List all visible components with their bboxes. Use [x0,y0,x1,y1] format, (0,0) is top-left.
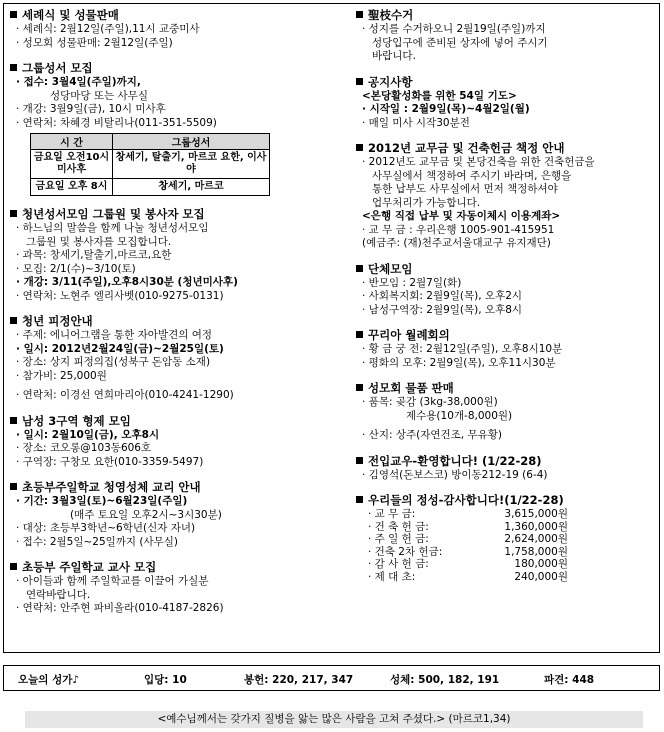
section-title: 2012년 교무금 및 건축헌금 책정 안내 [356,141,654,156]
offering-amount: 2,624,000원 [504,533,568,545]
schedule-header-time: 시 간 [31,134,113,150]
palm-collection-section [356,8,654,64]
square-bullet-icon [356,457,363,464]
section-title: 꾸리아 월례회의 [356,328,654,343]
section-title: 초등부주일학교 청영성체 교리 안내 [10,480,330,495]
section-line: · 연락처: 노현주 엘리사벳(010-9275-0131) [16,289,224,302]
section-line: · 황 금 궁 전: 2월12일(주일), 오후8시10분 [362,343,563,355]
group-bible-section [10,61,330,196]
section-line: · 성지를 수거하오니 2월19일(주일)까지 [362,23,546,35]
square-bullet-icon [356,144,363,151]
section-line: 통한 납부도 사무실에서 먼저 책정하셔야 [372,183,558,195]
section-line: · 성모회 성물판매: 2월12일(주일) [16,36,173,49]
schedule-subject-cell: 창세기, 탈출기, 마르코 요한, 이사야 [113,150,270,179]
offering-label: · 건 축 헌 금: [368,520,429,533]
section-line: · 2012년도 교무금 및 본당건축을 위한 건축헌금을 [362,156,595,168]
teacher-recruit-section [10,560,330,616]
section-line: · 산지: 상주(자연건조, 무유황) [362,429,502,441]
offertory-hymn: 봉헌: 220, 217, 347 [244,674,354,686]
section-line: · 하느님의 말씀을 함께 나눌 청년성서모임 [16,222,209,234]
section-title: 청년성서모임 그룹원 및 봉사자 모집 [10,207,330,222]
section-line: · 기간: 3월3일(토)~6월23일(주일) [16,495,188,507]
left-column [10,8,330,627]
mens-meeting-section [10,414,330,470]
section-line: 업무처리가 가능합니다. [372,196,481,209]
section-line: · 모집: 2/1(수)~3/10(토) [16,262,136,275]
offering-amount: 240,000원 [514,570,568,583]
first-communion-section [10,480,330,549]
section-title: 세례식 및 성물판매 [10,8,330,23]
scripture-quote: <예수님께서는 갖가지 질병을 앓는 많은 사람을 고쳐 주셨다.> (마르코1,34) [25,711,643,728]
offering-pledge-section [356,141,654,251]
section-line: · 교 무 금 : 우리은행 1005-901-415951 [362,223,555,236]
section-line: · 참가비: 25,000원 [16,369,107,382]
square-bullet-icon [10,563,17,570]
section-line: · 매일 미사 시작30분전 [362,116,470,129]
section-line: 연락바랍니다. [26,588,91,601]
table-row [368,508,568,521]
square-bullet-icon [10,11,17,18]
table-row [368,546,568,559]
section-title: 聖枝수거 [356,8,654,23]
hymn-label: 오늘의 성가♪ [18,674,80,686]
dismissal-hymn: 파견: 448 [544,674,595,686]
schedule-subject-cell: 창세기, 마르코 [113,179,270,196]
section-line: · 평화의 모후: 2월9일(목), 오후11시30분 [362,356,556,369]
schedule-time-cell: 금요일 오전10시 미사후 [31,150,113,179]
schedule-time-cell: 금요일 오후 8시 [31,179,113,196]
section-line: · 장소: 상지 피정의집(성북구 돈암동 소재) [16,356,211,368]
section-line: · 품목: 곶감 (3kg-38,000원) [362,396,498,408]
offering-amount: 1,360,000원 [504,520,568,533]
section-title: 청년 피정안내 [10,314,330,329]
section-line: · 사회복지회: 2월9일(목), 오후2시 [362,290,523,302]
section-title: 공지사항 [356,75,654,90]
section-title: 전입교우-환영합니다! (1/22-28) [356,454,654,469]
section-line: 제수용(10개-8,000원) [406,409,513,422]
section-line: · 장소: 코오롱@103동606호 [16,442,152,454]
section-line: <본당활성화를 위한 54일 기도> [362,89,517,102]
thanks-section [356,493,654,583]
section-line: · 일시: 2월10일(금), 오후8시 [16,428,160,441]
section-line: 그룹원 및 봉사자를 모집합니다. [26,235,172,248]
section-line: · 반모임 : 2월7일(화) [362,276,462,289]
section-title: 단체모임 [356,262,654,277]
section-line: 바랍니다. [372,50,416,62]
section-line: · 개강: 3/11(주일),오후8시30분 (청년미사후) [16,276,238,288]
offering-label: · 제 대 초: [368,570,416,583]
section-line: · 아이들과 함께 주일학교를 이끌어 가실분 [16,575,209,587]
section-title: 성모회 물품 판매 [356,381,654,396]
offering-label: · 주 일 헌 금: [368,533,429,545]
square-bullet-icon [356,384,363,391]
right-column [356,8,654,594]
section-line: · 대상: 초등부3학년~6학년(신자 자녀) [16,522,196,534]
square-bullet-icon [10,210,17,217]
section-title: 남성 3구역 형제 모임 [10,414,330,429]
section-line: · 연락처: 차혜경 비탈리나(011-351-5509) [16,116,217,129]
section-line: · 주제: 에니어그램을 통한 자아발견의 여정 [16,329,212,341]
sale-section [356,381,654,443]
section-line: · 세례식: 2월12일(주일),11시 교중미사 [16,23,200,35]
section-line: · 접수: 3월4일(주일)까지, [16,76,141,88]
square-bullet-icon [356,265,363,272]
table-row [31,150,270,179]
section-line: (매주 토요일 오후2시~3시30분) [70,508,222,521]
welcome-section [356,454,654,483]
youth-bible-section [10,207,330,303]
youth-retreat-section [10,314,330,403]
entrance-hymn: 입당: 10 [144,674,187,686]
section-line: · 연락처: 이경선 연희마리아(010-4241-1290) [16,389,234,401]
section-line: · 개강: 3월9일(금), 10시 미사후 [16,103,166,115]
table-row [368,558,568,571]
section-line: · 구역장: 구창모 요한(010-3359-5497) [16,455,204,468]
offering-amount: 1,758,000원 [504,545,568,558]
section-line: 성당입구에 준비된 상자에 넣어 주시기 [372,36,548,49]
section-line: · 일시: 2012년2월24일(금)~2월25일(토) [16,342,224,355]
section-line: 사무실에서 책정하여 주시기 바라며, 은행을 [372,169,572,182]
curia-section [356,328,654,370]
hymn-footer [3,665,660,691]
table-row [31,179,270,196]
schedule-table [30,133,270,196]
section-line: · 연락처: 안주현 파비올라(010-4187-2826) [16,602,224,614]
offering-amount: 180,000원 [514,558,568,570]
table-row [368,571,568,584]
section-line: · 김영석(돈보스코) 방이동212-19 (6-4) [362,468,548,481]
section-line: · 시작일 : 2월9일(목)~4월2일(월) [362,103,530,115]
notice-section [356,75,654,131]
square-bullet-icon [10,317,17,324]
square-bullet-icon [356,78,363,85]
square-bullet-icon [10,64,17,71]
baptism-section [10,8,330,50]
table-row [368,533,568,546]
section-line: · 과목: 창세기,탈출기,마르코,요한 [16,249,172,261]
square-bullet-icon [10,417,17,424]
section-title: 그룹성서 모집 [10,61,330,76]
section-line: (예금주: (재)천주교서울대교구 유지재단) [362,237,551,249]
group-meetings-section [356,262,654,318]
square-bullet-icon [10,483,17,490]
section-line: 성당마당 또는 사무실 [50,89,148,102]
offering-label: · 교 무 금: [368,508,416,520]
offering-label: · 건축 2차 헌금: [368,545,443,558]
offering-amount: 3,615,000원 [504,508,568,520]
square-bullet-icon [356,331,363,338]
schedule-header-subject: 그룹성서 [113,134,270,150]
section-line: · 남성구역장: 2월9일(목), 오후8시 [362,303,523,316]
section-title: 우리들의 정성-감사합니다!(1/22-28) [356,493,654,508]
communion-hymn: 성체: 500, 182, 191 [390,674,500,686]
offering-table [368,508,568,583]
square-bullet-icon [356,11,363,18]
square-bullet-icon [356,496,363,503]
offering-label: · 감 사 헌 금: [368,558,429,570]
table-row [368,521,568,534]
section-title: 초등부 주일학교 교사 모집 [10,560,330,575]
section-line: · 접수: 2월5일~25일까지 (사무실) [16,535,179,548]
section-line: <은행 직접 납부 및 자동이체시 이용계좌> [362,210,561,222]
